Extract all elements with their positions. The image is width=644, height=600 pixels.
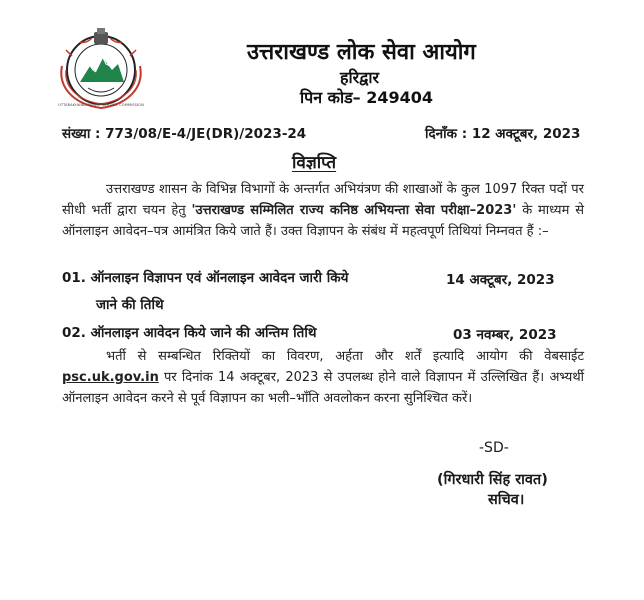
notice-paragraph-2 (62, 346, 584, 409)
exam-name: 'उत्तराखण्ड सम्मिलित राज्य कनिष्ठ अभियन्ता सेवा परीक्षा–2023' (191, 203, 517, 218)
reference-number: संख्या : 773/08/E-4/JE(DR)/2023-24 (62, 126, 307, 142)
commission-emblem-logo (58, 26, 144, 110)
paragraph-1-text-b: के माध्यम से ऑनलाइन आवेदन–पत्र आमंत्रित किये जाते हैं। उक्त विज्ञापन के संबंध में महत्वपूर्ण तिथियां निम्नवत हैं :– (62, 203, 584, 239)
city-name: हरिद्वार (340, 68, 380, 87)
date-item-2-value: 03 नवम्बर, 2023 (453, 327, 557, 343)
pin-code: पिन कोड– 249404 (300, 88, 434, 107)
date-item-1-label: 01. ऑनलाइन विज्ञापन एवं ऑनलाइन आवेदन जारी किये (62, 270, 349, 286)
signatory-designation: सचिव। (488, 492, 525, 508)
paragraph-2-text-b: पर दिनांक 14 अक्टूबर, 2023 से उपलब्ध होने वाले विज्ञापन में उल्लिखित हैं। अभ्यर्थी ऑनलाइन आवेदन करने से पूर्व विज्ञापन का भली–भाँति अवलोकन करना सुनिश्चित करें। (62, 370, 584, 406)
date-item-1-value: 14 अक्टूबर, 2023 (446, 272, 555, 288)
signatory-name: (गिरधारी सिंह रावत) (437, 472, 548, 488)
reference-date: दिनाँक : 12 अक्टूबर, 2023 (425, 126, 581, 142)
logo-caption: UTTARAKHAND PUBLIC SERVICE COMMISSION (58, 103, 144, 107)
paragraph-1-text-a: उत्तराखण्ड शासन के विभिन्न विभागों के अन्तर्गत अभियंत्रण की शाखाओं के कुल 1097 रिक्त पदों पर सीधी भर्ती द्वारा चयन हेतु (62, 182, 584, 218)
date-item-1-label-continued: जाने की तिथि (96, 297, 164, 313)
website-link[interactable]: psc.uk.gov.in (62, 370, 159, 385)
signature-sd: -SD- (479, 440, 509, 456)
paragraph-2-text-a: भर्ती से सम्बन्धित रिक्तियों का विवरण, अर्हता और शर्तें इत्यादि आयोग की वेबसाईट (106, 349, 584, 364)
organization-name: उत्तराखण्ड लोक सेवा आयोग (247, 40, 476, 65)
notice-paragraph-1 (62, 179, 584, 242)
date-item-2-label: 02. ऑनलाइन आवेदन किये जाने की अन्तिम तिथि (62, 325, 317, 341)
notice-title: विज्ञप्ति (292, 153, 337, 173)
